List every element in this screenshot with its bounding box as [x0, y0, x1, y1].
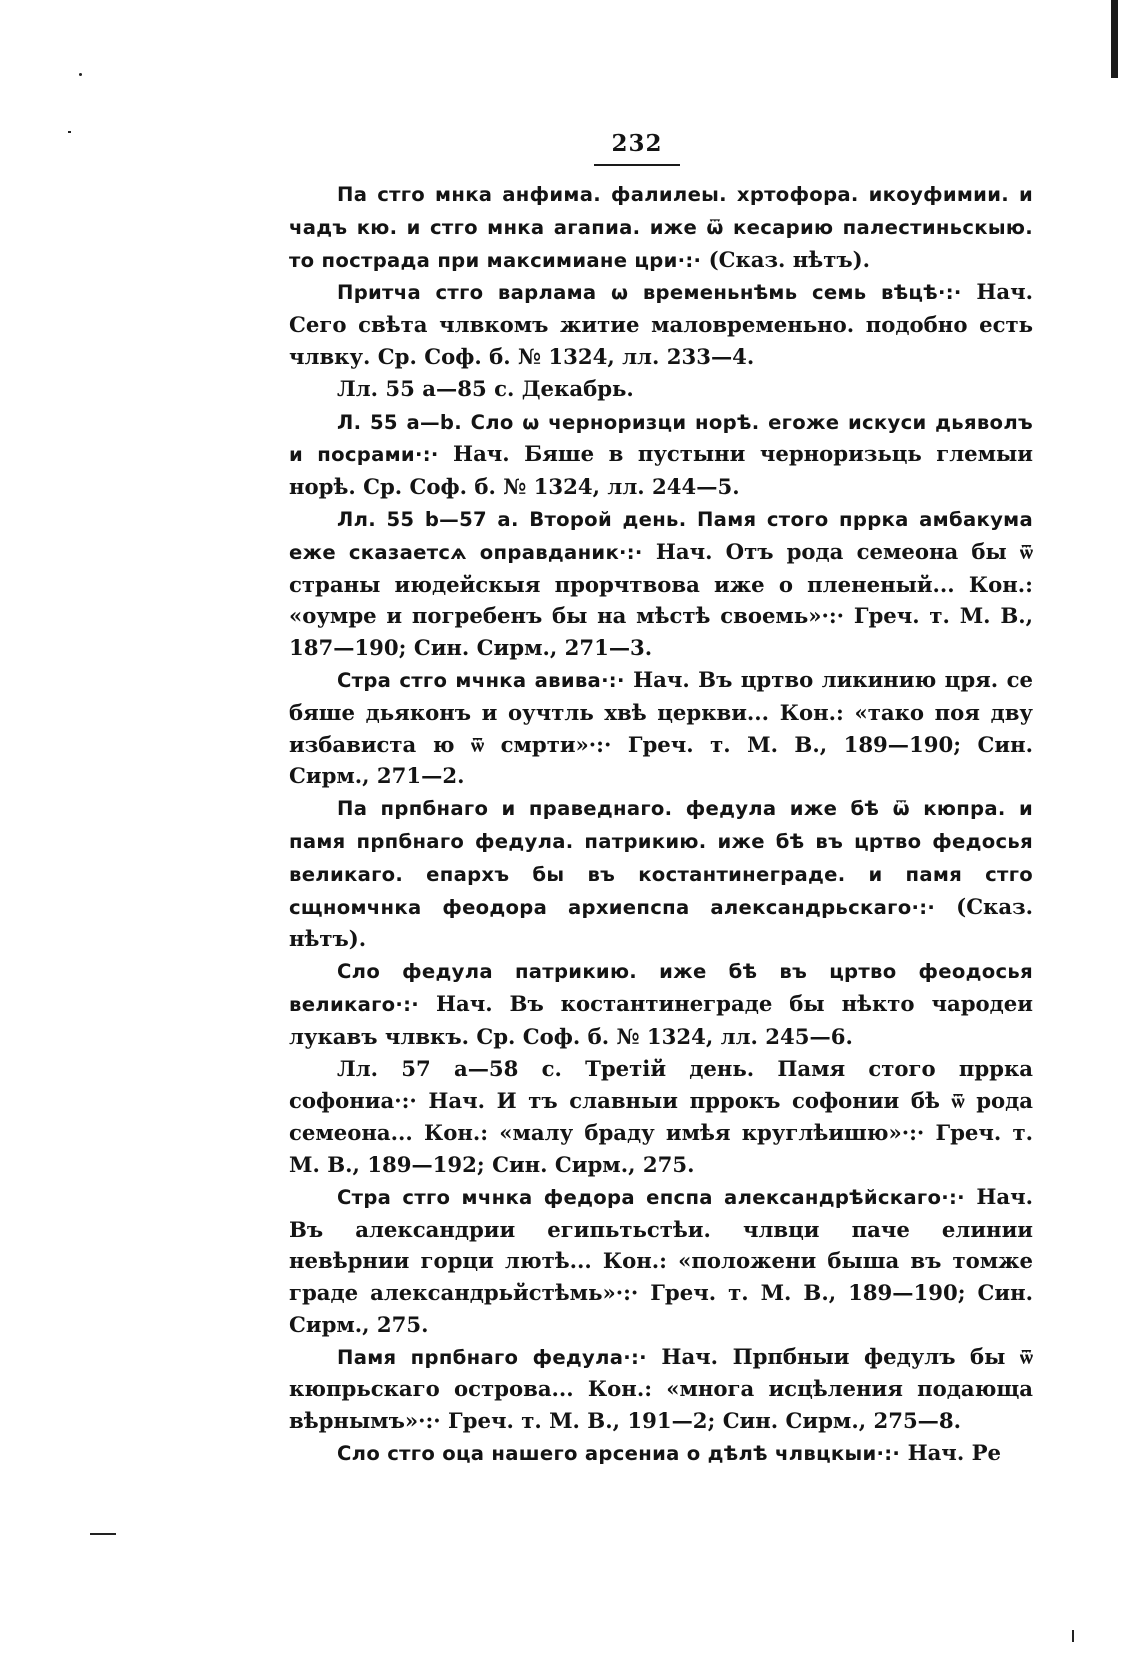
page-edge-shadow [1111, 0, 1118, 78]
russian-text: Нач. Въ александрии египьтьстѣи. члвци паче елинии невѣрнии горци лютѣ... Кон.: «положени быша въ томже граде александрьйстѣмь»·:· Греч. т. М. В., 189—190; Син. Сирм., 275. [289, 1183, 1033, 1337]
section-heading: Лл. 55 а—85 с. Декабрь. [337, 375, 634, 401]
slavonic-text: Л. 55 а—b. Сло ω черноризци норѣ. егоже искуси дьяволъ и посрами·:· [289, 410, 1033, 467]
slavonic-text: Памя прпбнаго федула·:· [337, 1345, 647, 1369]
slavonic-text: Стра стго мчнка федора епспа александрѣйскаго·:· [337, 1185, 965, 1209]
russian-text: Лл. 57 а—58 с. Третій день. Памя стого пррка софониа·:· Нач. И тъ славныи пррокъ софонии бѣ ѿ рода семеона... Кон.: «малу браду имѣя круглѣишю»·:· Греч. т. М. В., 189—192; Син. Сирм., 275. [289, 1055, 1033, 1177]
russian-text: Нач. Бяше в пустыни черноризьць глемыи норѣ. Ср. Соф. б. № 1324, лл. 244—5. [289, 441, 1033, 500]
entry-paragraph [289, 955, 1033, 1052]
entry-paragraph [289, 1181, 1033, 1341]
page-number: 232 [611, 130, 663, 157]
margin-mark [90, 1533, 116, 1535]
russian-text: (Сказ. нѣтъ). [289, 893, 1033, 952]
text-body [289, 178, 1033, 1470]
russian-text: Нач. Ре [900, 1440, 1001, 1466]
entry-paragraph [289, 664, 1033, 792]
slavonic-text: Па стго мнка анфима. фалилеы. хртофора. икоуфимии. и чадъ кю. и стго мнка агапиа. иже ѿ кесарию палестиньскыю. то пострада при максимиане цри·:· [289, 183, 1033, 272]
slavonic-text: Притча стго варлама ω временьнѣмь семь вѣцѣ·:· [337, 281, 962, 305]
slavonic-text: Сло стго оца нашего арсениа о дѣлѣ члвцкыи·:· [337, 1442, 901, 1466]
slavonic-text: Лл. 55 b—57 а. Второй день. Памя стого пррка амбакума еже сказаетсѧ оправданик·:· [289, 507, 1033, 564]
margin-speck [79, 73, 82, 76]
russian-text: Нач. Сего свѣта члвкомъ житие маловременьно. подобно есть члвку. Ср. Соф. б. № 1324, лл. 233—4. [289, 279, 1033, 369]
entry-paragraph [289, 1053, 1033, 1181]
slavonic-text: Сло федула патрикию. иже бѣ въ цртво феодосья великаго·:· [289, 960, 1033, 1016]
russian-text: Нач. Отъ рода семеона бы ѿ страны июдейскыя прорчтвова иже о плененый... Кон.: «оумре и погребенъ бы на мѣстѣ своемь»·:· Греч. т. М. В., 187—190; Син. Сирм., 271—3. [289, 538, 1033, 661]
margin-mark [1072, 1630, 1074, 1642]
slavonic-text: Стра стго мчнка авива·:· [337, 668, 625, 692]
entry-paragraph [289, 792, 1033, 955]
russian-text: Нач. Въ цртво ликинию цря. се бяше дьяконъ и оучтль хвѣ церкви... Кон.: «тако поя дву избависта ю ѿ смрти»·:· Греч. т. М. В., 189—190; Син. Сирм., 271—2. [289, 666, 1033, 789]
margin-speck [68, 131, 71, 133]
russian-text: (Сказ. нѣтъ). [701, 246, 870, 272]
entry-paragraph [289, 276, 1033, 372]
entry-paragraph [289, 373, 1033, 406]
entry-paragraph [289, 1341, 1033, 1437]
entry-paragraph [289, 178, 1033, 276]
slavonic-text: Па прпбнаго и праведнаго. федула иже бѣ ѿ кюпра. и памя прпбнаго федула. патрикию. иже бѣ въ цртво федосья великаго. епархъ бы въ костантинеграде. и памя стго сщномчнка феодора архиепспа александрьскаго·:· [289, 797, 1033, 919]
page-number-rule [594, 164, 680, 166]
entry-paragraph [289, 503, 1033, 664]
russian-text: Нач. Въ костантинеграде бы нѣкто чародеи лукавъ члвкъ. Ср. Соф. б. № 1324, лл. 245—6. [289, 990, 1033, 1049]
russian-text: Нач. Прпбныи федулъ бы ѿ кюпрьскаго острова... Кон.: «многа исцѣления подающа вѣрнымъ»·:· Греч. т. М. В., 191—2; Син. Сирм., 275—8. [289, 1343, 1033, 1434]
entry-paragraph [289, 1437, 1033, 1470]
entry-paragraph [289, 406, 1033, 503]
